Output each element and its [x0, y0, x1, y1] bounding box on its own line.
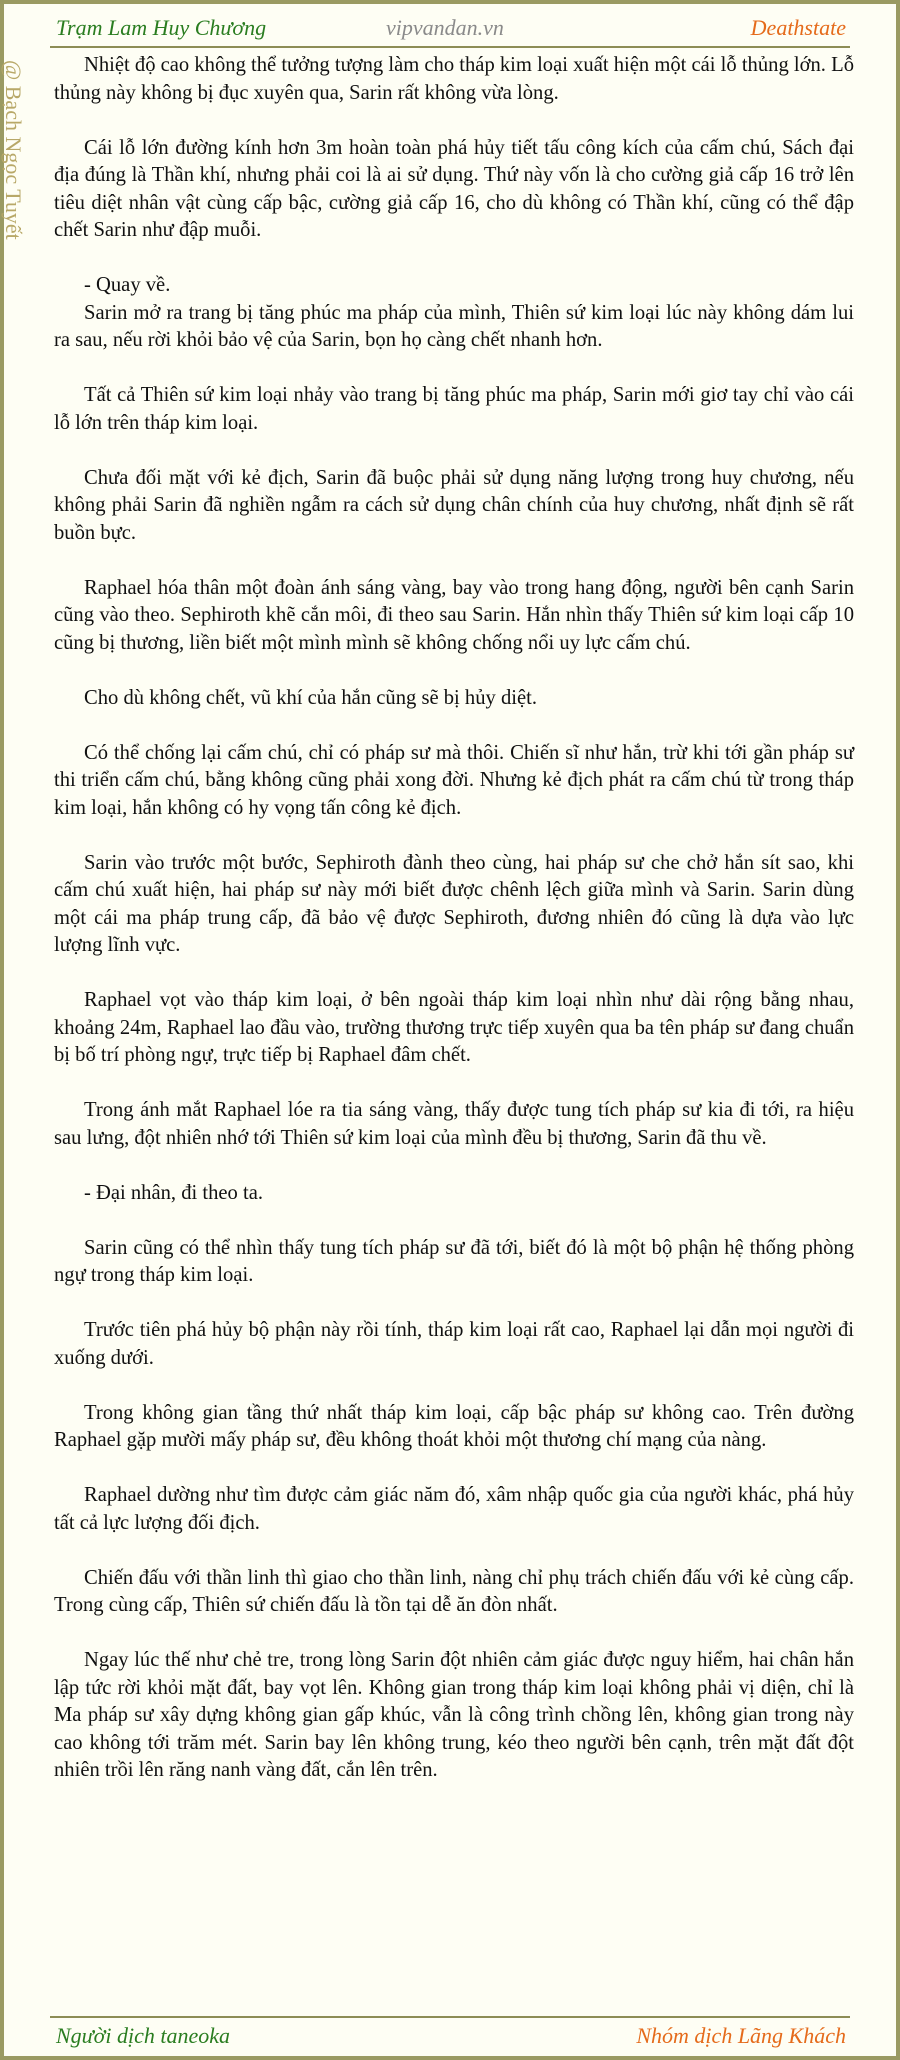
paragraph: Trước tiên phá hủy bộ phận này rồi tính, tháp kim loại rất cao, Raphael lại dẫn mọi người đi xuống dưới. — [54, 1319, 854, 1369]
paragraph: Ngay lúc thế như chẻ tre, trong lòng Sarin đột nhiên cảm giác được nguy hiểm, hai chân hắn lập tức rời khỏi mặt đất, bay vọt lên. Không gian trong tháp kim loại không phải vị diện, chỉ là Ma pháp sư xây dựng không gian gấp khúc, vẫn là công trình chồng lên, không gian trong này cao không tới trăm mét. Sarin bay lên không trung, kéo theo người bên cạnh, trên mặt đất đột nhiên trồi lên răng nanh vàng đất, cắn lên trên. — [54, 1649, 854, 1781]
paragraph: Sarin vào trước một bước, Sephiroth đành theo cùng, hai pháp sư che chở hắn sít sao, khi cấm chú xuất hiện, hai pháp sư này mới biết được chênh lệch giữa mình và Sarin. Sarin dùng một cái ma pháp trung cấp, đã bảo vệ được Sephiroth, đương nhiên đó cũng là dựa vào lực lượng lĩnh vực. — [54, 851, 854, 956]
footer-group: Nhóm dịch Lãng Khách — [636, 2023, 846, 2048]
paragraph: Trong ánh mắt Raphael lóe ra tia sáng vàng, thấy được tung tích pháp sư kia đi tới, ra hiệu sau lưng, đột nhiên nhớ tới Thiên sứ kim loại của mình đều bị thương, Sarin đã thu về. — [54, 1099, 854, 1149]
paragraph: Raphael vọt vào tháp kim loại, ở bên ngoài tháp kim loại nhìn như dài rộng bằng nhau, khoảng 24m, Raphael lao đầu vào, trường thương trực tiếp xuyên qua ba tên pháp sư đang chuẩn bị bố trí phòng ngự, trực tiếp bị Raphael đâm chết. — [54, 989, 854, 1066]
paragraph: Chưa đối mặt với kẻ địch, Sarin đã buộc phải sử dụng năng lượng trong huy chương, nếu không phải Sarin đã nghiền ngẫm ra cách sử dụng chân chính của huy chương, nhất định sẽ rất buồn bực. — [54, 466, 854, 544]
paragraph: Raphael hóa thân một đoàn ánh sáng vàng, bay vào trong hang động, người bên cạnh Sarin cũng vào theo. Sephiroth khẽ cắn môi, đi theo sau Sarin. Hắn nhìn thấy Thiên sứ kim loại cấp 10 cũng bị thương, liền biết một mình mình sẽ không chống nổi uy lực cấm chú. — [54, 576, 854, 654]
paragraph: Sarin mở ra trang bị tăng phúc ma pháp của mình, Thiên sứ kim loại lúc này không dám lui ra sau, nếu rời khỏi bảo vệ của Sarin, bọn họ càng chết nhanh hơn. — [54, 301, 854, 351]
paragraph: Chiến đấu với thần linh thì giao cho thần linh, nàng chỉ phụ trách chiến đấu với kẻ cùng cấp. Trong cùng cấp, Thiên sứ chiến đấu là tồn tại dễ ăn đòn nhất. — [54, 1566, 854, 1616]
watermark-text: @ Bạch Ngọc Tuyết — [1, 60, 26, 240]
paragraph: Cái lỗ lớn đường kính hơn 3m hoàn toàn phá hủy tiết tấu công kích của cấm chú, Sách đại địa đúng là Thần khí, nhưng phải coi là ai sử dụng. Thứ này vốn là cho cường giả cấp 16 trở lên tiêu diệt nhân vật cùng cấp bậc, cường giả cấp 16, cho dù không có Thần khí, cũng có thể đập chết Sarin như đập muỗi. — [54, 136, 854, 241]
paragraph: Trong không gian tầng thứ nhất tháp kim loại, cấp bậc pháp sư không cao. Trên đường Raphael gặp mười mấy pháp sư, đều không thoát khỏi một thương chí mạng của nàng. — [54, 1401, 854, 1451]
dialogue-line: - Đại nhân, đi theo ta. — [84, 1181, 263, 1204]
footer-divider — [50, 2016, 850, 2018]
paragraph: Nhiệt độ cao không thể tưởng tượng làm cho tháp kim loại xuất hiện một cái lỗ thủng lớn. Lỗ thủng này không bị đục xuyên qua, Sarin rất không vừa lòng. — [54, 54, 854, 104]
paragraph: Sarin cũng có thể nhìn thấy tung tích pháp sư đã tới, biết đó là một bộ phận hệ thống phòng ngự trong tháp kim loại. — [54, 1236, 854, 1286]
page-header — [56, 14, 846, 46]
watermark — [1, 60, 42, 380]
paragraph: Có thể chống lại cấm chú, chỉ có pháp sư mà thôi. Chiến sĩ như hắn, trừ khi tới gần pháp sư thi triển cấm chú, bằng không cũng phải xong đời. Nhưng kẻ địch phát ra cấm chú từ trong tháp kim loại, hắn không có hy vọng tấn công kẻ địch. — [54, 741, 854, 819]
page-footer — [56, 2022, 846, 2052]
header-url: vipvandan.vn — [386, 15, 504, 40]
header-book-title: Deathstate — [750, 15, 846, 40]
paragraph: Cho dù không chết, vũ khí của hắn cũng sẽ bị hủy diệt. — [84, 686, 537, 709]
dialogue-line: - Quay về. — [84, 274, 171, 296]
paragraph: Raphael dường như tìm được cảm giác năm đó, xâm nhập quốc gia của người khác, phá hủy tất cả lực lượng đối địch. — [54, 1484, 854, 1534]
header-divider — [50, 46, 850, 48]
header-site-name: Trạm Lam Huy Chương — [56, 15, 267, 40]
page — [1, 4, 896, 2056]
paragraph: Tất cả Thiên sứ kim loại nhảy vào trang bị tăng phúc ma pháp, Sarin mới giơ tay chỉ vào cái lỗ lớn trên tháp kim loại. — [54, 384, 854, 434]
chapter-body — [54, 52, 854, 1812]
footer-translator: Người dịch taneoka — [56, 2023, 231, 2048]
